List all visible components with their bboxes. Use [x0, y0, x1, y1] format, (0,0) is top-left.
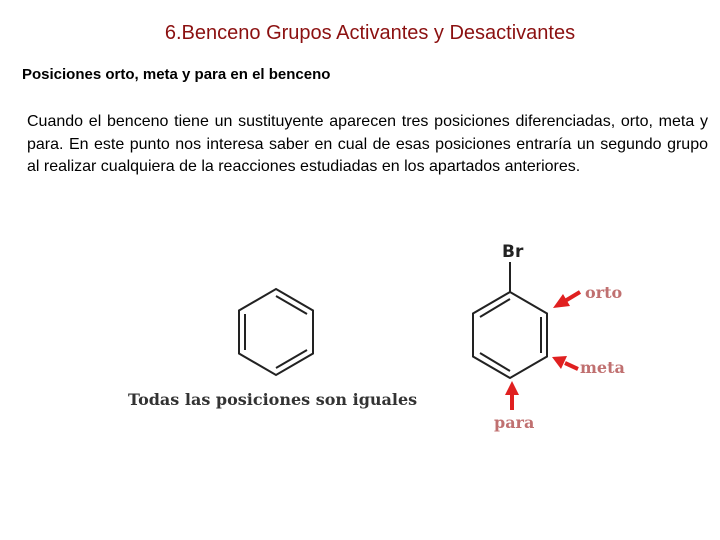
slide-subtitle: Posiciones orto, meta y para en el benceno — [22, 66, 331, 83]
meta-label: meta — [580, 358, 625, 377]
orto-label: orto — [585, 283, 623, 302]
ring-outline — [473, 292, 547, 378]
para-arrow — [505, 381, 519, 410]
left-caption: Todas las posiciones son iguales — [128, 390, 418, 409]
meta-arrow — [552, 356, 578, 369]
substituent-label: Br — [502, 242, 524, 262]
slide-title: 6.Benceno Grupos Activantes y Desactivantes — [164, 22, 576, 44]
benzene-ring-plain — [239, 289, 313, 375]
body-paragraph: Cuando el benceno tiene un sustituyente aparecen tres posiciones diferenciadas, orto, meta y para. En este punto nos interesa saber en cual de esas posiciones entraría un segundo grupo al realizar cualquiera de la reacciones estudiadas en los apartados anteriores. — [27, 113, 708, 175]
orto-arrow — [553, 292, 580, 308]
ring-outline — [239, 289, 313, 375]
benzene-ring-bromo — [473, 262, 547, 378]
para-label: para — [494, 413, 535, 432]
